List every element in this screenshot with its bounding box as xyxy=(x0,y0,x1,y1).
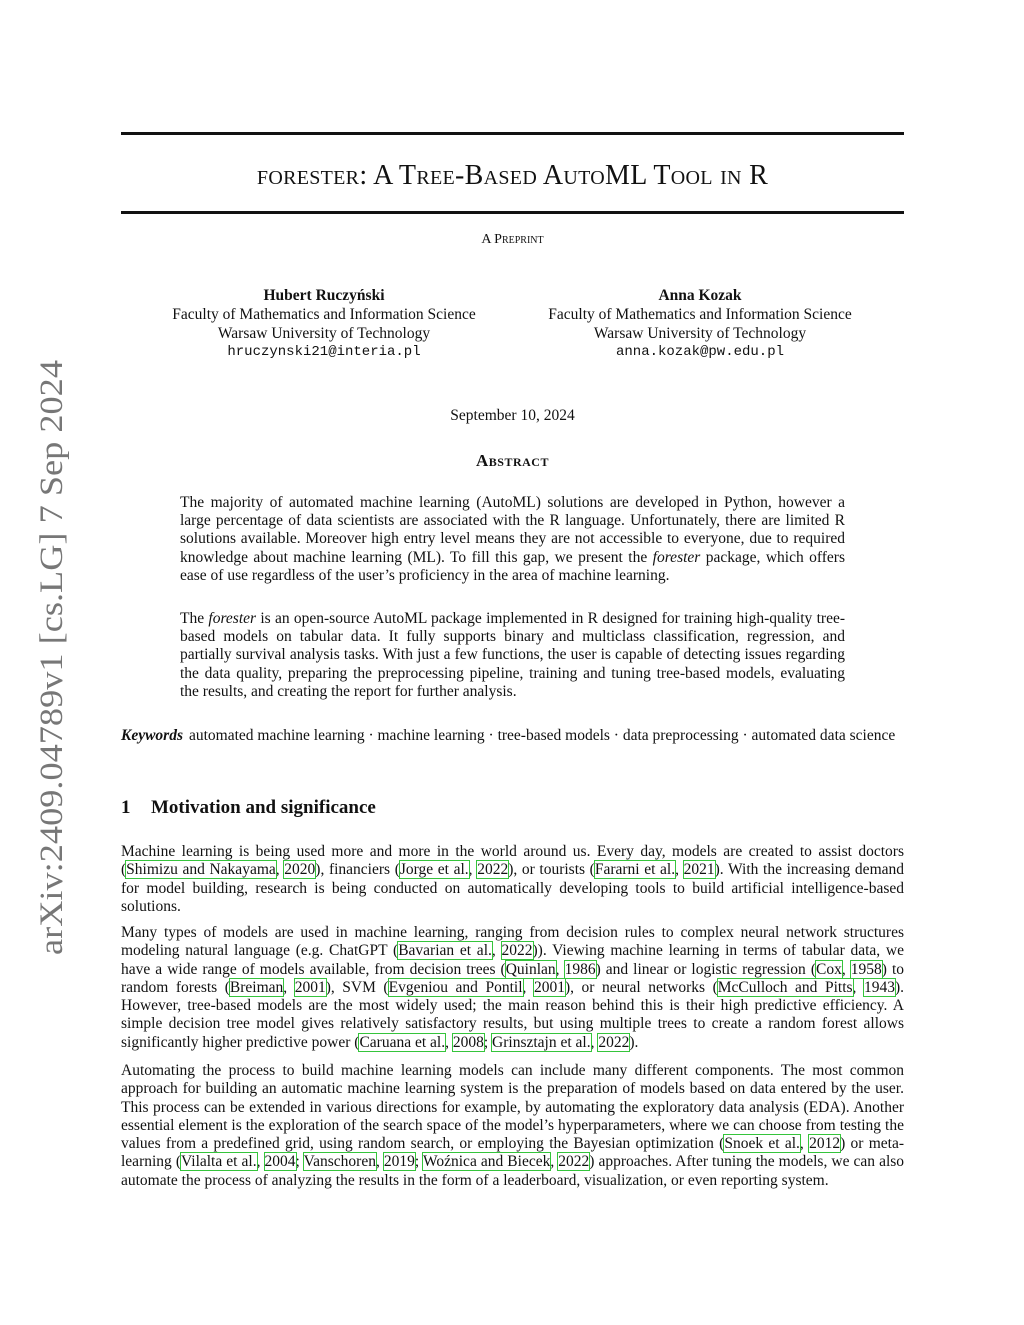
citation-link[interactable]: 2008 xyxy=(452,1033,484,1051)
citation-link[interactable]: Vilalta et al. xyxy=(181,1153,257,1171)
author-block xyxy=(134,286,514,362)
citation-link[interactable]: 2022 xyxy=(501,942,533,960)
citation-link[interactable]: 1943 xyxy=(863,978,895,996)
paper-title: forester: A Tree-Based AutoML Tool in R xyxy=(256,160,769,191)
citation-link[interactable]: McCulloch and Pitts xyxy=(717,978,853,996)
section-number: 1 xyxy=(121,797,131,818)
keywords-label: Keywords xyxy=(121,727,183,744)
arxiv-stamp xyxy=(18,360,78,955)
abstract-heading: Abstract xyxy=(476,451,549,470)
citation-link[interactable]: 2021 xyxy=(683,861,715,879)
arxiv-stamp-text: arXiv:2409.04789v1 [cs.LG] 7 Sep 2024 xyxy=(34,414,70,955)
author-university: Warsaw University of Technology xyxy=(217,325,431,342)
author-block xyxy=(510,286,890,362)
citation-link[interactable]: 2022 xyxy=(558,1153,590,1171)
author-university: Warsaw University of Technology xyxy=(593,325,807,342)
citation-link[interactable]: Shimizu and Nakayama xyxy=(126,861,276,879)
citation-link[interactable]: Vanschoren xyxy=(303,1153,376,1171)
publication-date: September 10, 2024 xyxy=(450,407,575,424)
citation-link[interactable]: 2012 xyxy=(809,1135,841,1153)
citation-link[interactable]: Grinsztajn et al. xyxy=(492,1033,591,1051)
citation-link[interactable]: Quinlan xyxy=(505,960,556,978)
citation-link[interactable]: 2020 xyxy=(284,861,316,879)
citation-link[interactable]: Snoek et al. xyxy=(724,1135,800,1153)
title-rule-bottom xyxy=(121,211,904,214)
author-affiliation: Faculty of Mathematics and Information Science xyxy=(172,306,476,323)
section-title: Motivation and significance xyxy=(151,797,376,818)
section-heading xyxy=(121,797,904,819)
author-name: Hubert Ruczyński xyxy=(263,287,385,304)
body-paragraph: Automating the process to build machine learning models can include many different components. The most common approach for building an automatic machine learning system is the preparation of models based on data entered by the user. This process can be extended in various directions for example, by automating the exploratory data analysis (EDA). Another essential element is the exploration of the search space of the model’s hyperparameters, where we can choose from testing the values from a predefined grid, using random search, or employing the Bayesian optimization (Snoek et al., 2012) or meta-learning (Vilalta et al., 2004; Vanschoren, 2019; Woźnica and Biecek, 2022) approaches. After tuning the models, we can also automate the process of analyzing the results in the form of a leaderboard, visualization, or even reporting system. xyxy=(121,1062,905,1189)
abstract-paragraph: The forester is an open-source AutoML package implemented in R designed for training high-quality tree-based models on tabular data. It fully supports binary and multiclass classification, regression, and partially survival analysis tasks. With just a few functions, the user is capable of detecting issues regarding the data quality, preparing the preprocessing pipeline, training and tuning tree-based models, evaluating the results, and creating the report for further analysis. xyxy=(180,610,845,700)
citation-link[interactable]: Fararni et al. xyxy=(594,861,676,879)
citation-link[interactable]: 2001 xyxy=(294,978,326,996)
citation-link[interactable]: Woźnica and Biecek xyxy=(422,1153,551,1171)
author-affiliation: Faculty of Mathematics and Information Science xyxy=(548,306,852,323)
citation-link[interactable]: Bavarian et al. xyxy=(398,942,492,960)
package-name: forester xyxy=(652,548,701,566)
citation-link[interactable]: Jorge et al. xyxy=(399,861,469,879)
body-paragraph: Many types of models are used in machine learning, ranging from decision rules to complex neural network structures modeling natural language (e.g. ChatGPT (Bavarian et al., 2022)). Viewing machine learning in terms of tabular data, we have a wide range of models available, from decision trees (Quinlan, 1986) and linear or logistic regression (Cox, 1958) to random forests (Breiman, 2001), SVM (Evgeniou and Pontil, 2001), or neural networks (McCulloch and Pitts, 1943). However, tree-based models are the most widely used; the main reason behind this is their high predictive efficiency. A simple decision tree model gives relatively satisfactory results, but using multiple trees to create a random forest allows significantly higher predictive power (Caruana et al., 2008; Grinsztajn et al., 2022). xyxy=(121,924,905,1051)
abstract-paragraph: The majority of automated machine learning (AutoML) solutions are developed in Python, however a large percentage of data scientists are associated with the R language. Unfortunately, there are limited R solutions available. Moreover high entry level means they are not accessible to everyone, due to required knowledge about machine learning (ML). To fill this gap, we present the forester package, which offers ease of use regardless of the user’s proficiency in the area of machine learning. xyxy=(180,494,845,584)
author-email-link[interactable]: anna.kozak@pw.edu.pl xyxy=(615,344,785,360)
citation-link[interactable]: 1986 xyxy=(564,960,596,978)
author-email-link[interactable]: hruczynski21@interia.pl xyxy=(227,344,421,360)
citation-link[interactable]: 2019 xyxy=(383,1153,415,1171)
keywords xyxy=(121,727,904,745)
citation-link[interactable]: 2001 xyxy=(533,978,565,996)
title-rule-top xyxy=(121,132,904,135)
body-paragraph: Machine learning is being used more and more in the world around us. Every day, models are created to assist doctors (Shimizu and Nakayama, 2020), financiers (Jorge et al., 2022), or tourists (Fararni et al., 2021). With the increasing demand for model building, research is being conducted on automatically developing tools to build artificial intelligence-based solutions. xyxy=(121,843,905,915)
citation-link[interactable]: 2022 xyxy=(598,1033,630,1051)
keywords-text: automated machine learning · machine learning · tree-based models · data preprocessing · automated data science xyxy=(189,727,896,744)
citation-link[interactable]: Caruana et al. xyxy=(359,1033,446,1051)
citation-link[interactable]: 1958 xyxy=(850,960,882,978)
citation-link[interactable]: Cox xyxy=(816,960,842,978)
citation-link[interactable]: Breiman xyxy=(229,978,284,996)
citation-link[interactable]: Evgeniou and Pontil xyxy=(388,978,523,996)
citation-link[interactable]: 2004 xyxy=(264,1153,296,1171)
citation-link[interactable]: 2022 xyxy=(477,861,509,879)
preprint-label: A Preprint xyxy=(481,232,544,247)
author-name: Anna Kozak xyxy=(658,287,742,304)
package-name: forester xyxy=(208,610,257,627)
